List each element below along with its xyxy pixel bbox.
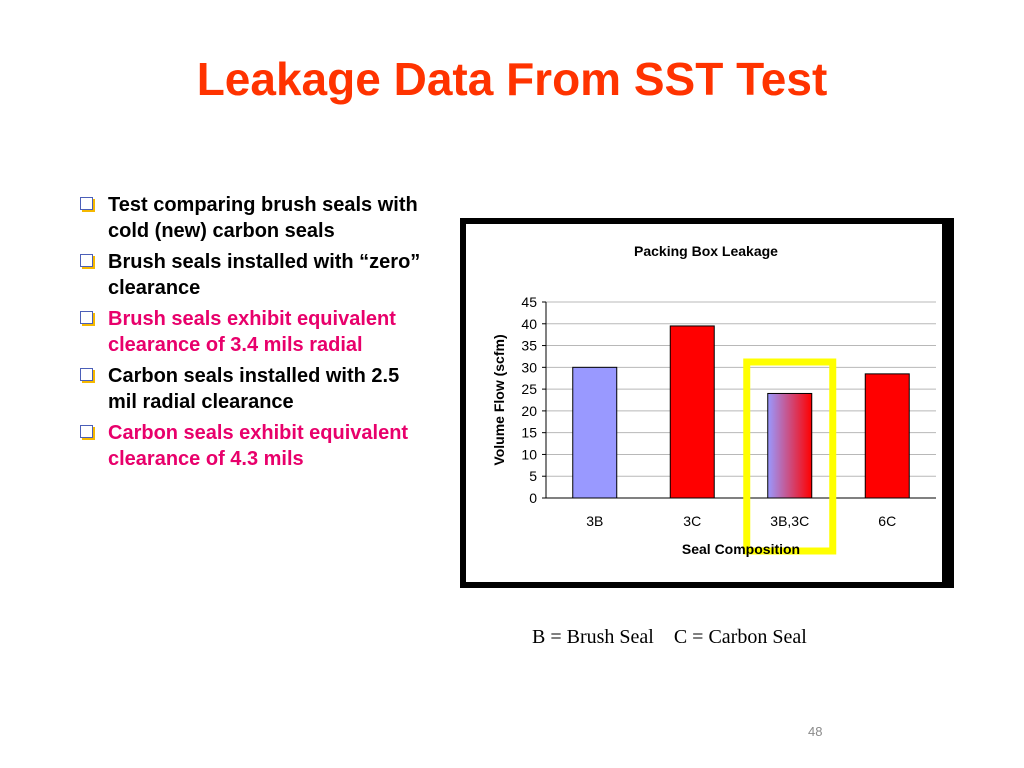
bar	[670, 326, 714, 498]
bullet-text: Brush seals exhibit equivalent clearance of 3.4 mils radial	[108, 308, 396, 356]
bar	[865, 374, 909, 498]
x-tick-label: 6C	[878, 513, 897, 529]
bar	[768, 393, 812, 498]
chart-title: Packing Box Leakage	[634, 243, 778, 259]
bullet-text: Brush seals installed with “zero” clearance	[108, 251, 421, 299]
bullet-text: Carbon seals exhibit equivalent clearance of 4.3 mils	[108, 422, 409, 470]
y-tick-label: 10	[521, 446, 537, 463]
y-tick-label: 5	[529, 468, 537, 485]
bullet-text: Test comparing brush seals with cold (new) carbon seals	[108, 194, 418, 242]
bullet-list	[76, 192, 421, 477]
bullet-item	[76, 420, 421, 472]
page-number: 48	[808, 724, 823, 739]
y-tick-label: 0	[529, 490, 537, 506]
bullet-item	[76, 363, 421, 415]
bullet-text: Carbon seals installed with 2.5 mil radial clearance	[108, 365, 400, 413]
x-tick-label: 3B,3C	[770, 513, 810, 529]
y-tick-label: 25	[521, 381, 537, 398]
y-tick-label: 15	[521, 424, 537, 441]
bullet-item	[76, 249, 421, 301]
x-tick-label: 3C	[683, 513, 702, 529]
checkbox-bullet-icon	[80, 197, 93, 210]
y-tick-label: 35	[521, 337, 537, 354]
x-axis-label: Seal Composition	[681, 541, 801, 557]
legend-caption: B = Brush Seal C = Carbon Seal	[532, 626, 807, 648]
chart-frame	[460, 218, 954, 588]
y-tick-label: 40	[521, 315, 537, 332]
y-tick-label: 20	[521, 402, 537, 419]
slide-title: Leakage Data From SST Test	[196, 53, 828, 105]
x-tick-label: 3B	[586, 513, 604, 529]
bullet-item	[76, 306, 421, 358]
bar-chart	[466, 224, 942, 582]
checkbox-bullet-icon	[80, 311, 93, 324]
checkbox-bullet-icon	[80, 425, 93, 438]
y-axis-label: Volume Flow (scfm)	[491, 334, 507, 466]
bullet-item	[76, 192, 421, 244]
y-tick-label: 45	[521, 294, 537, 310]
chart-panel	[466, 224, 942, 582]
y-tick-label: 30	[521, 359, 537, 376]
checkbox-bullet-icon	[80, 254, 93, 267]
bar	[573, 367, 617, 498]
checkbox-bullet-icon	[80, 368, 93, 381]
